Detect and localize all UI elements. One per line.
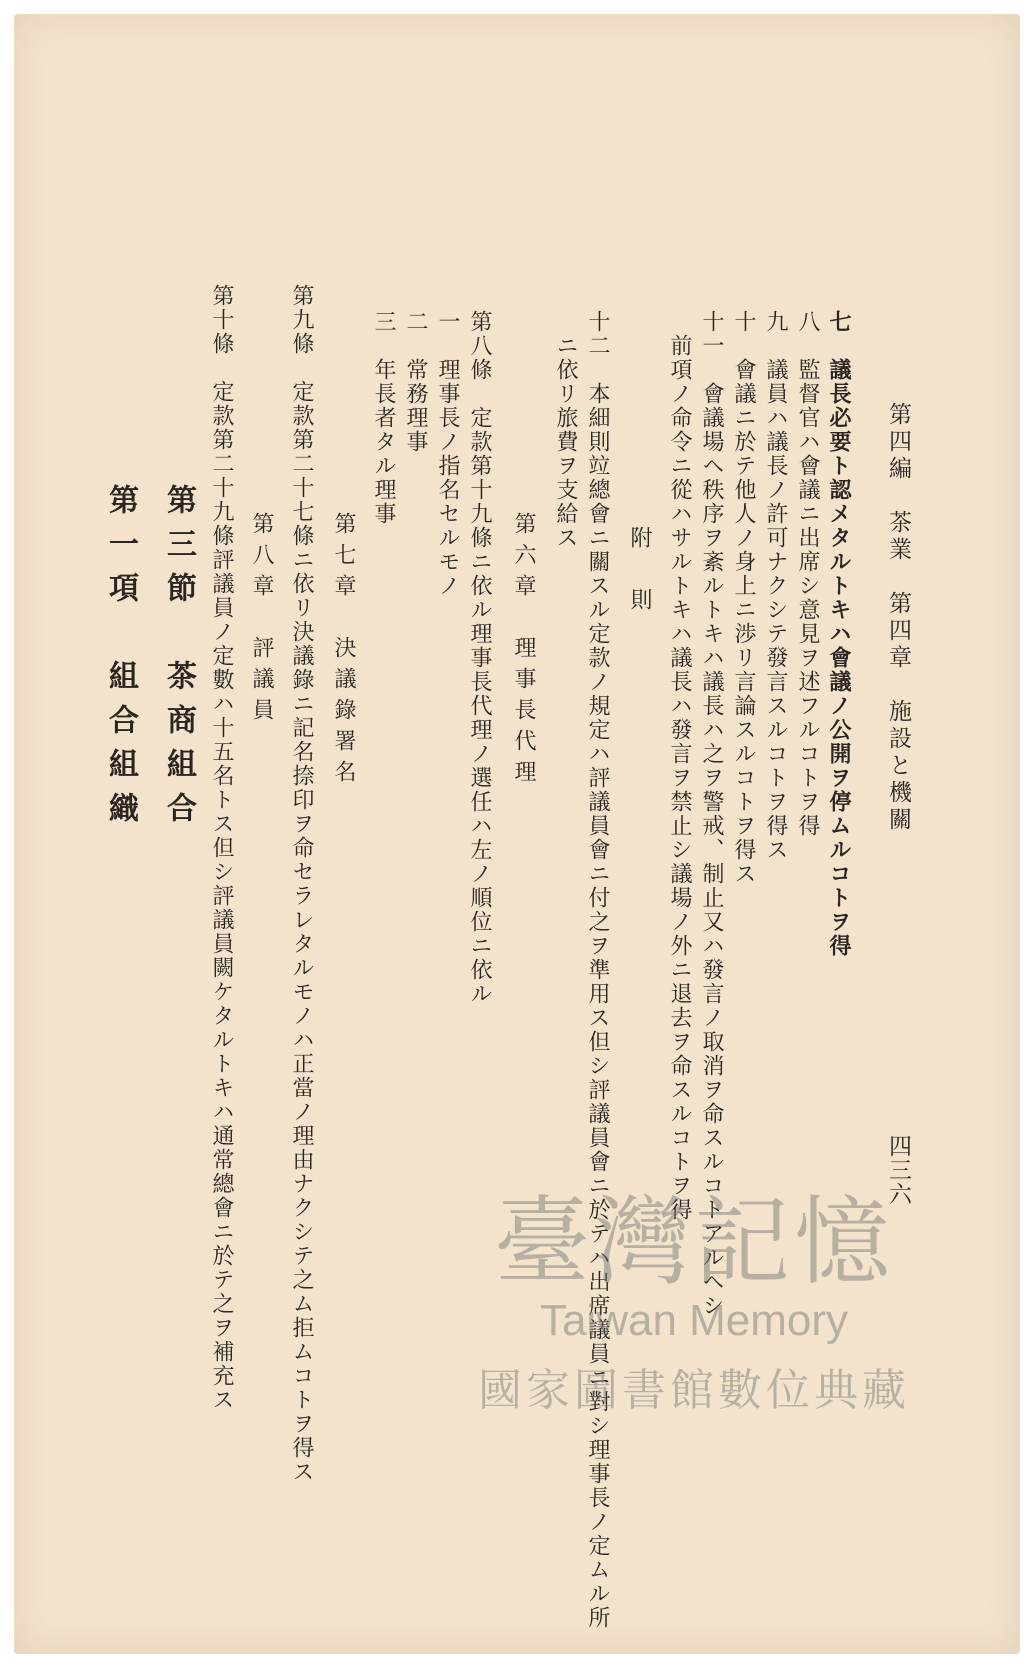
section-heading: 附 則	[627, 526, 652, 619]
text-line: 第八條 定款第十九條ニ依ル理事長代理ノ選任ハ左ノ順位ニ依ル	[467, 310, 492, 1006]
watermark-english: Taiwan Memory	[539, 1296, 849, 1345]
text-line: 一 理事長ノ指名セルモノ	[435, 310, 460, 598]
chapter-heading: 第八章 評議員	[249, 512, 274, 729]
text-line: 十一 會議場ヘ秩序ヲ紊ルトキハ議長ハ之ヲ警戒、制止又ハ發言ノ取消ヲ命スルコトアルヘシ	[699, 310, 724, 1318]
text-line: ニ依リ旅費ヲ支給ス	[553, 334, 578, 550]
running-header: 第四編 茶業 第四章 施設と機關	[885, 402, 911, 834]
text-line: 八 監督官ハ會議ニ出席シ意見ヲ述フルコトヲ得	[795, 310, 820, 838]
text-line: 前項ノ命令ニ從ハサルトキハ議長ハ發言ヲ禁止シ議場ノ外ニ退去ヲ命スルコトヲ得	[667, 334, 692, 1222]
subsection-heading: 第一項 組合組織	[103, 484, 138, 836]
page-number: 四三六	[885, 1134, 911, 1206]
text-line: 第九條 定款第二十七條ニ依リ決議錄ニ記名捺印ヲ命セラレタルモノハ正當ノ理由ナクシテ之ム拒ムコトヲ得ス	[289, 284, 314, 1484]
text-line: 九 議員ハ議長ノ許可ナクシテ發言スルコトヲ得ス	[763, 310, 788, 862]
chapter-heading: 第七章 決議錄署名	[331, 512, 356, 791]
watermark-calligraphy: 臺灣記憶	[494, 1186, 894, 1298]
library-watermark	[434, 1186, 954, 1418]
text-line: 三 年長者タル理事	[371, 310, 396, 526]
text-line: 十二 本細則竝總會ニ關スル定款ノ規定ハ評議員會ニ付之ヲ準用ス但シ評議員會ニ於テハ出席議員ニ對シ理事長ノ定ムル所	[585, 310, 610, 1630]
text-line: 十 會議ニ於テ他人ノ身上ニ渉リ言論スルコトヲ得ス	[731, 310, 756, 886]
watermark-chinese: 國家圖書館數位典藏	[478, 1365, 910, 1416]
text-line: 第十條 定款第二十九條評議員ノ定數ハ十五名トス但シ評議員闕ケタルトキハ通常總會ニ於テ之ヲ補充ス	[209, 284, 234, 1412]
section-heading: 第三節 茶商組合	[161, 484, 196, 836]
text-line: 七 議長必要ト認メタルトキハ會議ノ公開ヲ停ムルコトヲ得	[826, 310, 852, 958]
text-line: 二 常務理事	[403, 310, 428, 454]
chapter-heading: 第六章 理事長代理	[511, 512, 536, 791]
document-page	[14, 14, 1020, 1654]
